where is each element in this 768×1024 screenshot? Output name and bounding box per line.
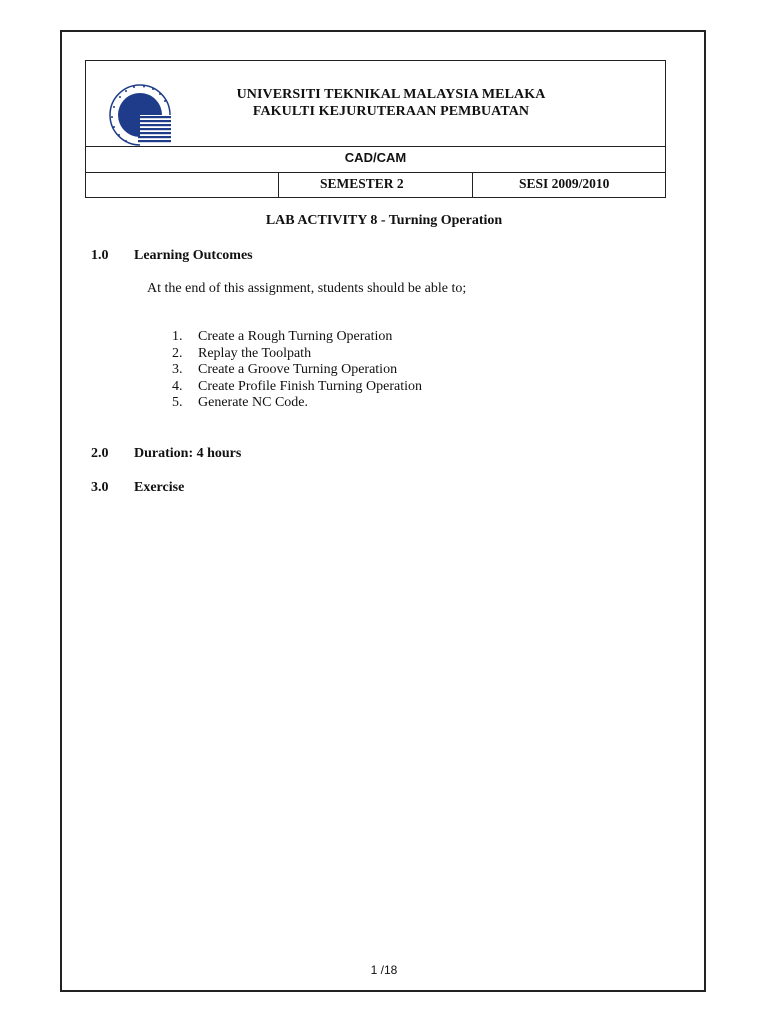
list-item <box>172 346 422 363</box>
list-item-text: Create a Rough Turning Operation <box>198 329 393 344</box>
semester-row <box>86 172 665 197</box>
list-item <box>172 362 422 379</box>
list-item-number: 1. <box>172 329 183 344</box>
list-item-text: Create a Groove Turning Operation <box>198 362 398 378</box>
list-item-text: Create Profile Finish Turning Operation <box>198 378 422 394</box>
semester-cell <box>279 172 473 197</box>
section-title-exercise: Exercise <box>134 480 185 495</box>
list-item-number: 2. <box>172 345 183 361</box>
list-item-text: Replay the Toolpath <box>198 345 312 361</box>
list-item <box>172 395 422 412</box>
list-item <box>172 329 422 346</box>
outcomes-list <box>172 329 422 412</box>
list-item-number: 4. <box>172 378 183 394</box>
list-item <box>172 379 422 396</box>
session-label: SESI 2009/2010 <box>519 176 610 191</box>
page-number: 1 /18 <box>370 963 398 977</box>
faculty-name: FAKULTI KEJURUTERAAN PEMBUATAN <box>252 104 530 119</box>
session-cell <box>473 172 665 197</box>
empty-cell <box>86 172 279 197</box>
section-number: 3.0 <box>91 480 109 495</box>
list-item-number: 3. <box>172 362 183 378</box>
course-name: CAD/CAM <box>344 150 407 165</box>
section-number: 2.0 <box>91 446 109 461</box>
course-row <box>86 146 665 173</box>
intro-text: At the end of this assignment, students should be able to; <box>147 281 467 296</box>
list-item-number: 5. <box>172 395 183 411</box>
section-number: 1.0 <box>91 248 109 263</box>
lab-title: LAB ACTIVITY 8 - Turning Operation <box>265 213 503 228</box>
university-seal-icon <box>108 83 172 147</box>
section-title-learning-outcomes: Learning Outcomes <box>134 248 253 263</box>
list-item-text: Generate NC Code. <box>198 395 309 411</box>
section-title-duration: Duration: 4 hours <box>134 446 242 461</box>
header-table <box>85 60 666 198</box>
semester-label: SEMESTER 2 <box>320 176 404 191</box>
header-title-row <box>86 61 665 147</box>
university-name: UNIVERSITI TEKNIKAL MALAYSIA MELAKA <box>236 87 546 102</box>
